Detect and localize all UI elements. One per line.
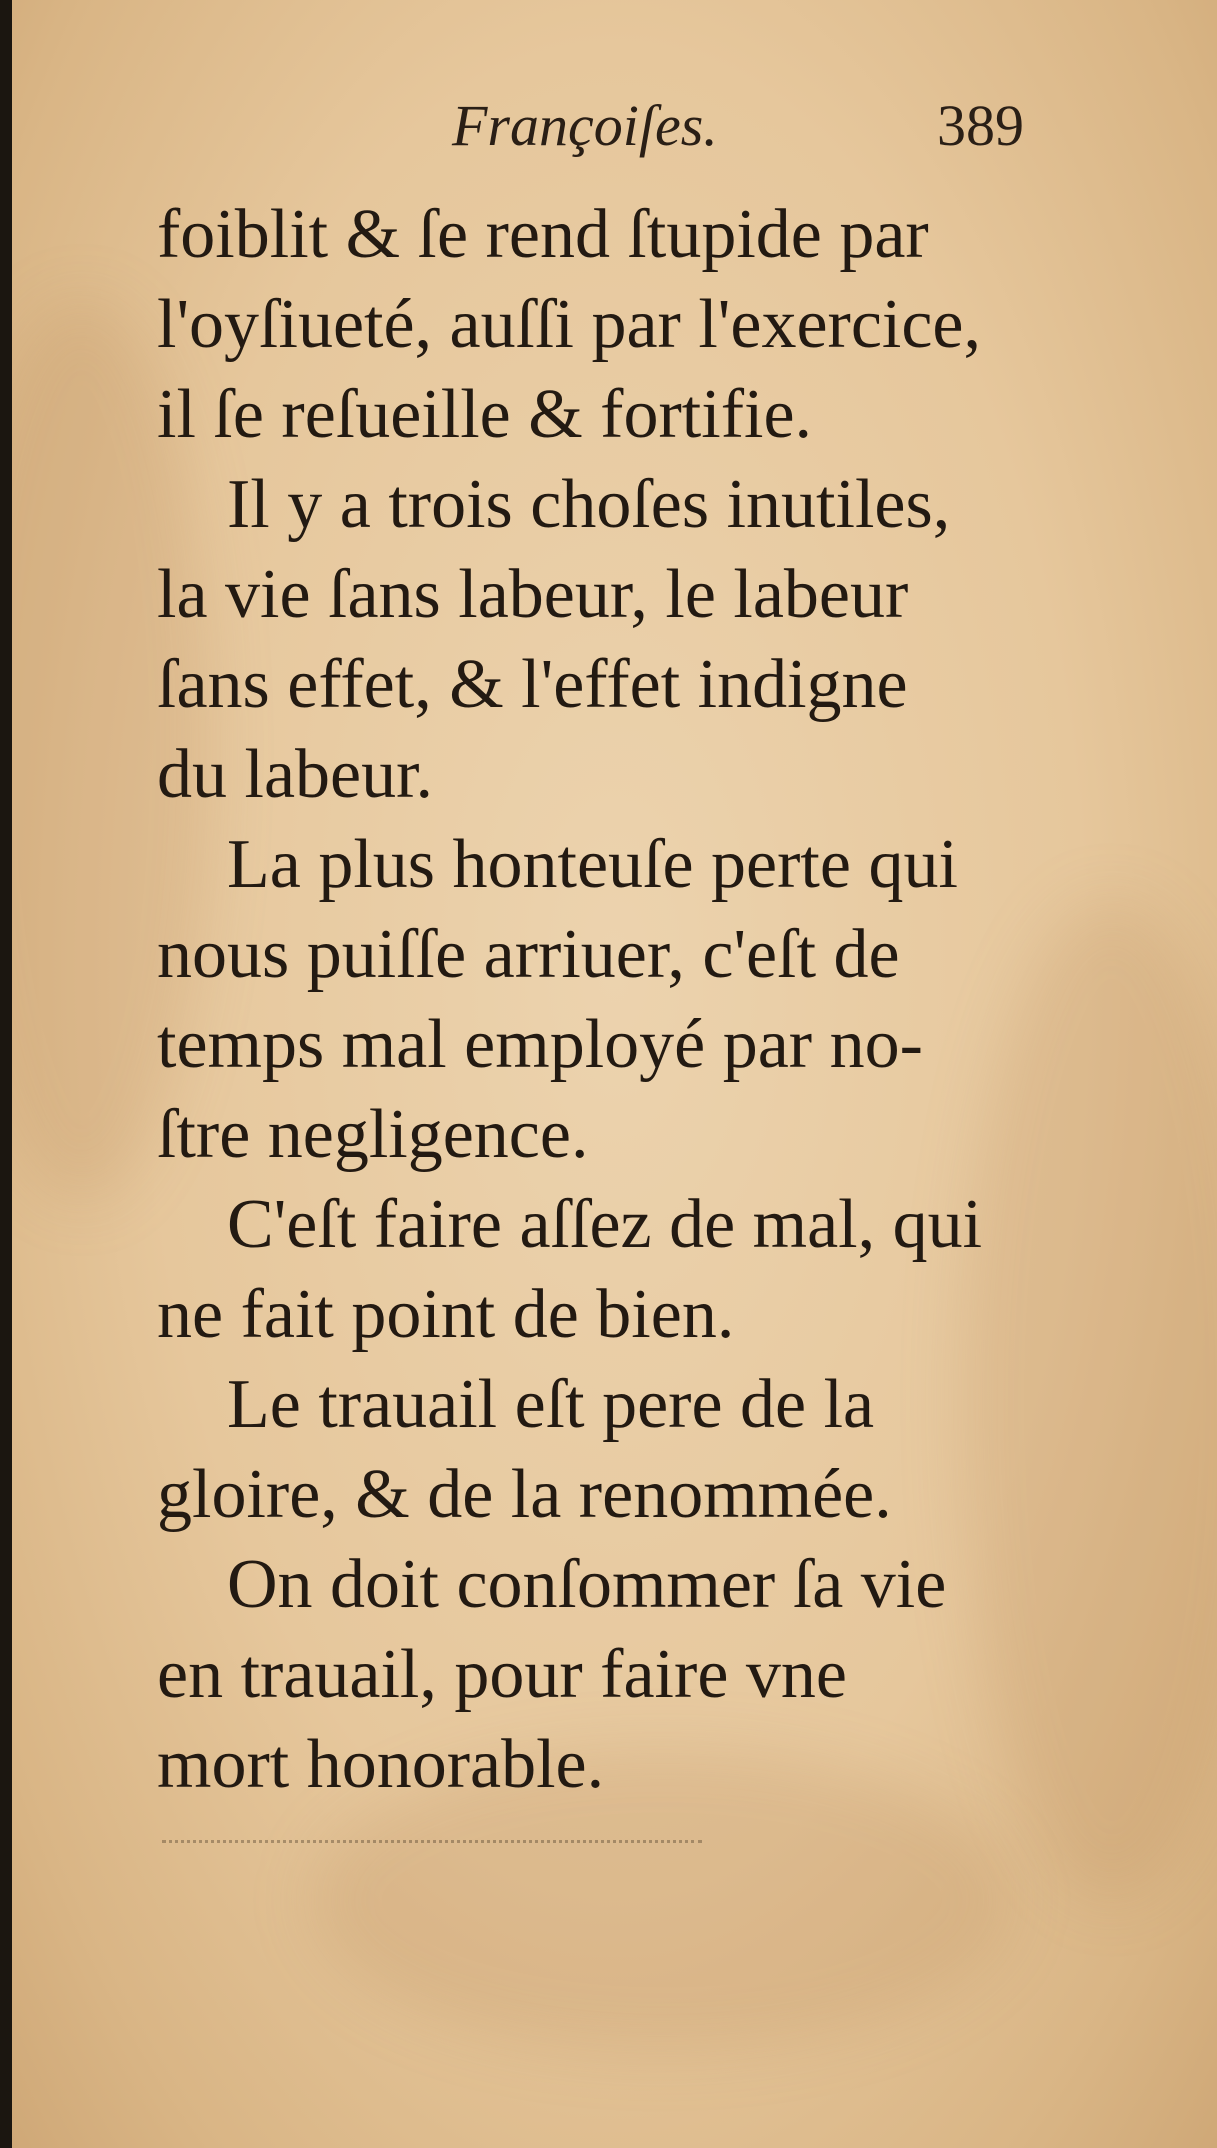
text-line: ſtre negligence. — [157, 1096, 589, 1173]
text-line: gloire, & de la renommée. — [157, 1456, 892, 1533]
text-line: ſans effet, & l'effet indigne — [157, 646, 908, 723]
page-header — [12, 92, 1217, 172]
text-line: en trauail, pour faire vne — [157, 1636, 847, 1713]
text-line: foiblit & ſe rend ſtupide par — [157, 196, 929, 273]
running-title: Françoiſes. — [452, 93, 718, 158]
decorative-rule — [162, 1840, 702, 1849]
text-line: ne fait point de bien. — [157, 1276, 735, 1353]
text-line: Le trauail eſt pere de la — [227, 1366, 875, 1443]
text-line: Il y a trois choſes inutiles, — [227, 466, 951, 543]
text-line: La plus honteuſe perte qui — [227, 826, 958, 903]
text-line: mort honorable. — [157, 1726, 605, 1803]
text-line: C'eſt faire aſſez de mal, qui — [227, 1186, 983, 1263]
text-line: la vie ſans labeur, le labeur — [157, 556, 909, 633]
text-line: temps mal employé par no- — [157, 1006, 923, 1083]
body-text — [157, 190, 1077, 1810]
book-page — [12, 0, 1217, 2148]
text-line: nous puiſſe arriuer, c'eſt de — [157, 916, 900, 993]
text-line: l'oyſiueté, auſſi par l'exercice, — [157, 286, 982, 363]
text-line: il ſe reſueille & fortifie. — [157, 376, 813, 453]
text-line: On doit conſommer ſa vie — [227, 1546, 947, 1623]
text-line: du labeur. — [157, 736, 434, 813]
page-number: 389 — [937, 93, 1024, 158]
